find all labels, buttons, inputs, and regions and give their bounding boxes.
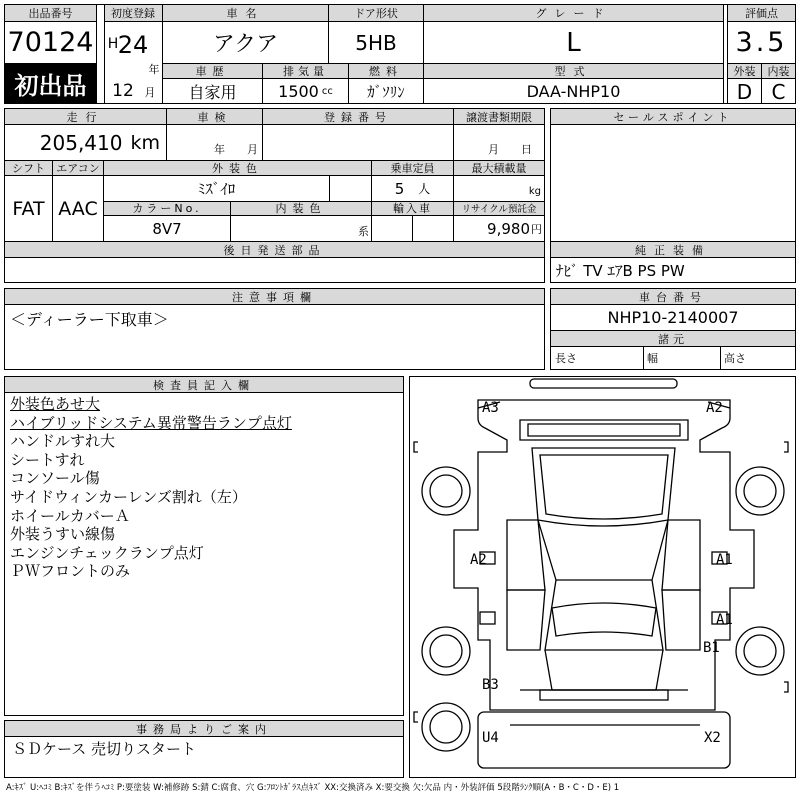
damage-mark: A1 xyxy=(716,612,733,628)
exterior-score-label: 外装 xyxy=(733,64,756,78)
exterior-color-label: 外装色 xyxy=(212,161,263,175)
damage-mark: A3 xyxy=(482,400,499,416)
genuine-equipment-label: 純正装備 xyxy=(635,243,711,257)
sales-point-label: セールスポイント xyxy=(613,110,733,124)
damage-mark: U4 xyxy=(482,730,499,746)
later-parts-label: 後日発送部品 xyxy=(223,243,326,257)
length-label: 長さ xyxy=(555,352,577,365)
max-load-unit: kg xyxy=(528,185,541,197)
car-name-label: 車名 xyxy=(226,7,265,20)
transfer-docs-units: 月 日 xyxy=(488,143,532,156)
registration-year: 24 xyxy=(118,31,148,59)
height-label: 高さ xyxy=(724,352,746,365)
ac: AAC xyxy=(58,197,98,220)
history-label: 車歴 xyxy=(195,64,230,78)
recycle-label: リサイクル預託金 xyxy=(461,204,537,215)
exterior-color: ﾐｽﾞｲﾛ xyxy=(197,180,236,198)
displacement-label: 排気量 xyxy=(283,64,328,78)
damage-mark: A2 xyxy=(470,552,487,568)
inspector-item: 外装色あせ大 xyxy=(10,395,101,413)
specs-label: 諸元 xyxy=(658,332,688,346)
genuine-equipment: ﾅﾋﾞ TV ｴｱB PS PW xyxy=(556,261,685,280)
mileage: 205,410 km xyxy=(39,130,160,155)
inspector-item: コンソール傷 xyxy=(10,469,100,488)
plate-label: 登録番号 xyxy=(324,110,392,124)
inspector-item: サイドウィンカーレンズ割れ（左） xyxy=(10,487,247,506)
registration-month: 12 xyxy=(112,81,134,101)
first-listing-badge: 初出品 xyxy=(5,64,96,103)
inspector-item: エンジンチェックランプ点灯 xyxy=(10,543,204,562)
history: 自家用 xyxy=(188,83,237,102)
shift: FAT xyxy=(12,197,45,220)
transfer-docs-label: 譲渡書類期限 xyxy=(466,110,532,124)
registration-era: H xyxy=(107,36,119,52)
grade-label: グレード xyxy=(535,7,612,20)
seats-label: 乗車定員 xyxy=(390,161,435,175)
inspection-units: 年 月 xyxy=(214,143,258,156)
max-load-label: 最大積載量 xyxy=(471,161,527,175)
lot-number: 70124 xyxy=(7,27,94,58)
exterior-score: D xyxy=(736,79,753,104)
grade: L xyxy=(566,27,581,58)
first-registration-label: 初度登録 xyxy=(111,7,155,20)
damage-mark: B3 xyxy=(482,677,499,693)
chassis-number-label: 車台番号 xyxy=(639,290,707,304)
score-label: 評価点 xyxy=(745,7,778,20)
door-type: 5HB xyxy=(355,30,397,55)
recycle-fee: 9,980 円 xyxy=(487,219,542,238)
legend: A:ｷｽﾞ U:ﾍｺﾐ B:ｷｽﾞを伴うﾍｺﾐ P:要塗装 W:補修跡 S:錆 C:腐食、穴 G:ﾌﾛﾝﾄｶﾞﾗｽ点ｷｽﾞ XX:交換済み X:要交換 欠:欠品 内・外装評価 5段階ﾗﾝｸ順(A・B・C・D・E) 1 xyxy=(6,783,620,793)
inspector-item: ホイールカバーＡ xyxy=(10,506,130,525)
inspection-label: 車検 xyxy=(197,110,232,124)
notes-text: ＜ディーラー下取車＞ xyxy=(10,309,169,329)
inspector-item: ハイブリッドシステム異常警告ランプ点灯 xyxy=(10,413,292,432)
import-label: 輸入車 xyxy=(393,202,432,215)
damage-mark: A1 xyxy=(716,552,733,568)
inspector-notes-label: 検査員記入欄 xyxy=(153,378,255,392)
car-outline-diagram xyxy=(409,376,796,778)
model-code: DAA-NHP10 xyxy=(526,82,621,101)
interior-score: C xyxy=(771,79,786,104)
office-label: 事務局よりご案内 xyxy=(136,722,272,736)
interior-color-label: 内装色 xyxy=(275,202,327,215)
office-text: ＳＤケース 売切りスタート xyxy=(12,739,197,758)
inspector-item: シートすれ xyxy=(10,450,85,469)
damage-mark: B1 xyxy=(703,640,720,656)
damage-mark: X2 xyxy=(704,730,721,746)
shift-label: シフト xyxy=(12,161,45,175)
car-name: アクア xyxy=(212,32,279,57)
seats: 5 人 xyxy=(394,179,431,198)
inspector-item: ＰＷフロントのみ xyxy=(10,562,131,581)
inspector-item: 外装うすい線傷 xyxy=(10,525,116,544)
color-number-label: カラーNo. xyxy=(132,202,202,215)
fuel: ｶﾞｿﾘﾝ xyxy=(367,83,405,101)
inspector-list xyxy=(10,395,292,581)
notes-label: 注意事項欄 xyxy=(232,290,317,304)
mileage-label: 走行 xyxy=(66,110,105,124)
score: 3.5 xyxy=(735,27,788,58)
door-label: ドア形状 xyxy=(354,7,398,20)
ac-label: エアコン xyxy=(56,161,100,175)
interior-score-label: 内装 xyxy=(767,64,790,78)
width-label: 幅 xyxy=(647,352,658,365)
lot-number-label: 出品番号 xyxy=(28,7,73,20)
displacement: 1500 cc xyxy=(278,82,333,101)
chassis-number: NHP10-2140007 xyxy=(607,308,739,327)
color-number: 8V7 xyxy=(152,219,182,238)
interior-color-unit: 系 xyxy=(358,225,369,238)
inspector-item: ハンドルすれ大 xyxy=(10,432,116,451)
fuel-label: 燃料 xyxy=(369,64,403,78)
year-unit: 年 xyxy=(148,63,160,76)
model-label: 型式 xyxy=(554,64,593,78)
month-unit: 月 xyxy=(144,86,156,99)
damage-mark: A2 xyxy=(706,400,723,416)
